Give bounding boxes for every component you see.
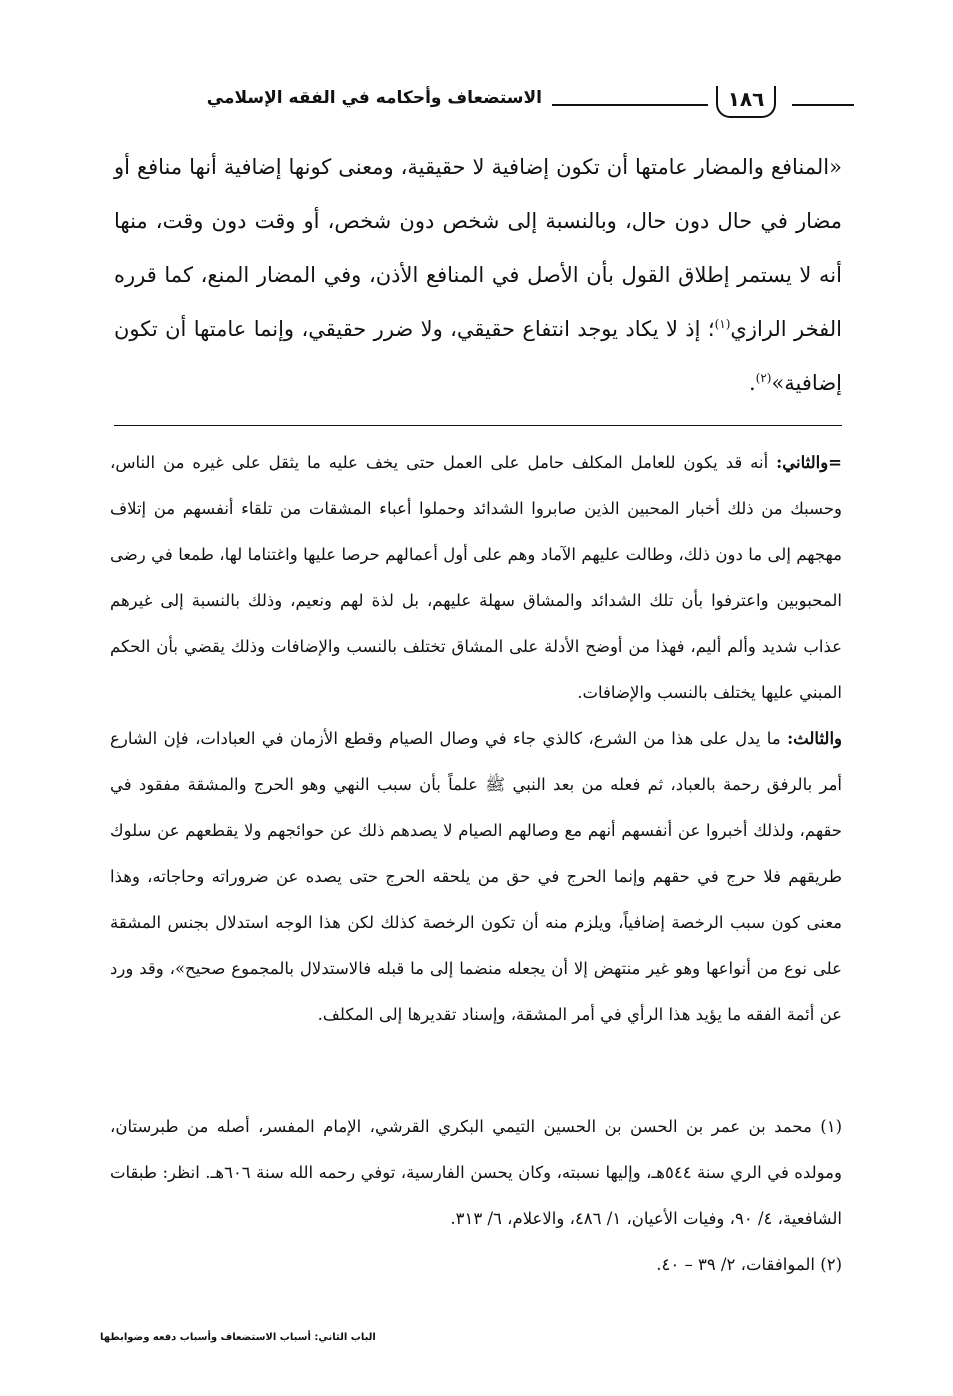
- note-second: [110, 440, 842, 716]
- quote-text-part1: «المنافع والمضار عامتها أن تكون إضافية لا حقيقية، ومعنى كونها إضافية أنها منافع أو مضار في حال دون حال، وبالنسبة إلى شخص دون شخص، أو وقت دون وقت، منها أنه لا يستمر إطلاق القول بأن الأصل في المنافع الأذن، وفي المضار المنع، كما قرره الفخر الرازي: [114, 155, 843, 341]
- footnote-ref-2[interactable]: (٢): [755, 371, 772, 385]
- page-footer: الباب الثاني: أسباب الاستضعاف وأسباب دفعه وضوابطها: [100, 1332, 376, 1343]
- quote-text-part2: ؛ إذ لا يكاد يوجد انتفاع حقيقي، ولا ضرر حقيقي، وإنما عامتها أن تكون إضافية»: [114, 317, 842, 395]
- note-second-text: أنه قد يكون للعامل المكلف حامل على العمل حتى يخف عليه ما يثقل على غيره من الناس، وحسبك من ذلك أخبار المحبين الذين صابروا الشدائد وحملوا أعباء المشقات من تلقاء أنفسهم من إتلاف مهجهم إلى ما دون ذلك، وطالت عليهم الآماد وهم على أول أعمالهم حرصا عليها واغتناما لها، طمعا في رضى المحبوبين واعترفوا بأن تلك الشدائد والمشاق سهلة عليهم، بل لذة لهم ونعيم، وذلك بالنسبة إلى غيرهم عذاب شديد وألم أليم، فهذا من أوضح الأدلة على المشاق تختلف بالنسب والإضافات وذلك يقضي بأن الحكم المبني عليها يختلف بالنسب والإضافات.: [110, 453, 842, 702]
- running-title: الاستضعاف وأحكامه في الفقه الإسلامي: [206, 88, 542, 108]
- header-rule-middle: [552, 104, 708, 106]
- note-second-label: =والثاني:: [776, 453, 842, 472]
- page-number: ١٨٦: [716, 86, 776, 118]
- page-header: [112, 82, 854, 122]
- note-third: [110, 716, 842, 1038]
- footnotes: [110, 1104, 842, 1288]
- footnote-ref-1[interactable]: (١): [714, 317, 731, 331]
- note-third-text: ما يدل على هذا من الشرع، كالذي جاء في وصال الصيام وقطع الأزمان في العبادات، فإن الشارع أمر بالرفق رحمة بالعباد، ثم فعله من بعد النبي ﷺ علماً بأن سبب النهي وهو الحرج والمشقة مفقود في حقهم، ولذلك أخبروا عن أنفسهم أنهم مع وصالهم الصيام لا يصدهم ذلك عن حوائجهم ولا يقطعهم عن سلوك طريقهم فلا حرج في حقهم وإنما الحرج في حق من يلحقه الحرج حتى يصده عن ضروراته وحاجاته، وهذا معنى كون سبب الرخصة إضافياً، ويلزم منه أن تكون الرخصة كذلك لكن هذا الوجه استدلال بجنس المشقة على نوع من أنواعها وهو غير منتهض إلا أن يجعله منضما إلى ما قبله فالاستدلال بالمجموع صحيح»، وقد ورد عن أئمة الفقه ما يؤيد هذا الرأي في أمر المشقة، وإسناد تقديرها إلى المكلف.: [110, 729, 842, 1024]
- header-rule-right: [792, 104, 854, 106]
- quote-paragraph: [114, 140, 842, 410]
- footnote-continuation: [110, 440, 842, 1038]
- footnote-1: (١) محمد بن عمر بن الحسن بن الحسين التيمي البكري القرشي، الإمام المفسر، أصله من طبرستان، ومولده في الري سنة ٥٤٤هـ، وإليها نسبته، وكان يحسن الفارسية، توفي رحمه الله سنة ٦٠٦هـ. انظر: طبقات الشافعية، ٤/ ٩٠، وفيات الأعيان، ١/ ٤٨٦، والاعلام، ٦/ ٣١٣.: [110, 1117, 842, 1228]
- note-third-label: والثالث:: [787, 729, 842, 748]
- footnote-separator: [114, 425, 842, 426]
- main-quote: [114, 140, 842, 410]
- footnote-2: (٢) الموافقات، ٢/ ٣٩ – ٤٠.: [656, 1255, 842, 1274]
- quote-text-end: .: [748, 371, 756, 395]
